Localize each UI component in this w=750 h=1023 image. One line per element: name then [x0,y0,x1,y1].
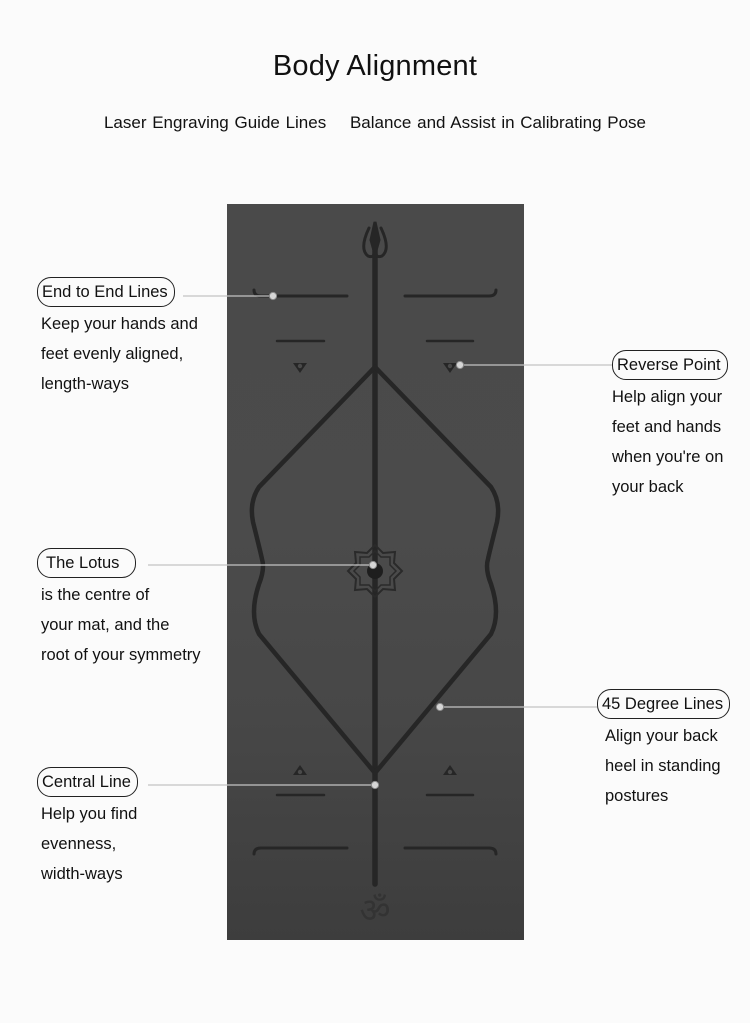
callout-the-lotus [37,548,201,670]
description-line: when you're on [612,448,724,466]
description-line: Keep your hands and [41,315,198,333]
mat-engraving-lines [227,204,524,940]
description-central-line [41,799,138,889]
description-line: your back [612,478,684,496]
label-reverse-point: Reverse Point [612,350,728,380]
trident-icon [364,222,387,257]
description-line: evenness, [41,835,117,853]
description-reverse-point [612,382,728,502]
description-line: Help you find [41,805,138,823]
page-subtitle [0,113,750,133]
description-line: heel in standing [605,757,721,775]
description-line: root of your symmetry [41,646,201,664]
subtitle-right: Balance and Assist in Calibrating Pose [349,113,647,132]
callout-central-line [37,767,138,889]
callout-end-to-end-lines [37,277,198,399]
label-end-to-end-lines: End to End Lines [37,277,175,307]
description-line: is the centre of [41,586,150,604]
label-central-line: Central Line [37,767,138,797]
yoga-mat [227,204,524,940]
om-icon: ॐ [359,891,391,931]
description-end-to-end-lines [41,309,198,399]
description-line: feet and hands [612,418,722,436]
description-line: Help align your [612,388,723,406]
description-45-degree-lines [605,721,730,811]
description-line: width-ways [41,865,123,883]
description-line: postures [605,787,669,805]
subtitle-left: Laser Engraving Guide Lines [103,113,327,132]
page-title: Body Alignment [272,50,478,82]
label-45-degree-lines: 45 Degree Lines [597,689,730,719]
description-line: your mat, and the [41,616,170,634]
description-line: feet evenly aligned, [41,345,184,363]
description-line: length-ways [41,375,130,393]
description-line: Align your back [605,727,718,745]
callout-reverse-point [612,350,728,502]
callout-45-degree-lines [597,689,730,811]
description-the-lotus [41,580,201,670]
label-the-lotus: The Lotus [37,548,136,578]
